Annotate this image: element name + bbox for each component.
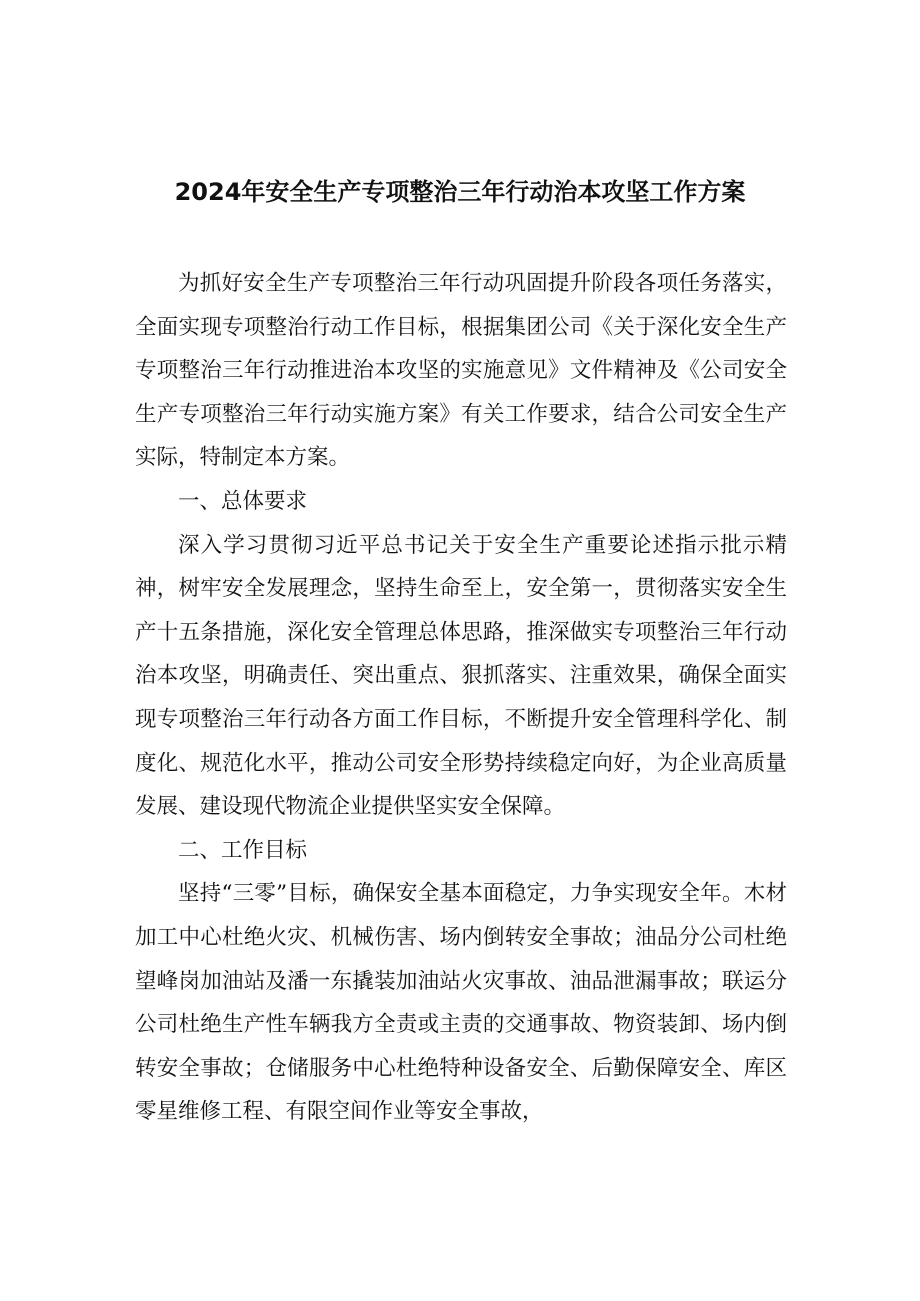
intro-paragraph: 为抓好安全生产专项整治三年行动巩固提升阶段各项任务落实，全面实现专项整治行动工作目标，根据集团公司《关于深化安全生产专项整治三年行动推进治本攻坚的实施意见》文件精神及《公司安全生产专项整治三年行动实施方案》有关工作要求，结合公司安全生产实际，特制定本方案。 bbox=[135, 271, 787, 471]
document-title: 2024年安全生产专项整治三年行动治本攻坚工作方案 bbox=[174, 178, 746, 206]
section-paragraph-overall-requirements: 深入学习贯彻习近平总书记关于安全生产重要论述指示批示精神，树牢安全发展理念，坚持生命至上，安全第一，贯彻落实安全生产十五条措施，深化安全管理总体思路，推深做实专项整治三年行动治本攻坚，明确责任、突出重点、狠抓落实、注重效果，确保全面实现专项整治三年行动各方面工作目标，不断提升安全管理科学化、制度化、规范化水平，推动公司安全形势持续稳定向好，为企业高质量发展、建设现代物流企业提供坚实安全保障。 bbox=[135, 532, 787, 820]
section-paragraph-work-goals: 坚持“三零”目标，确保安全基本面稳定，力争实现安全年。木材加工中心杜绝火灾、机械伤害、场内倒转安全事故；油品分公司杜绝望峰岗加油站及潘一东撬装加油站火灾事故、油品泄漏事故；联运分公司杜绝生产性车辆我方全责或主责的交通事故、物资装卸、场内倒转安全事故；仓储服务中心杜绝特种设备安全、后勤保障安全、库区零星维修工程、有限空间作业等安全事故， bbox=[135, 881, 787, 1125]
section-heading-overall-requirements: 一、总体要求 bbox=[178, 488, 308, 514]
document-body bbox=[135, 262, 787, 1134]
section-heading-work-goals: 二、工作目标 bbox=[178, 837, 308, 863]
